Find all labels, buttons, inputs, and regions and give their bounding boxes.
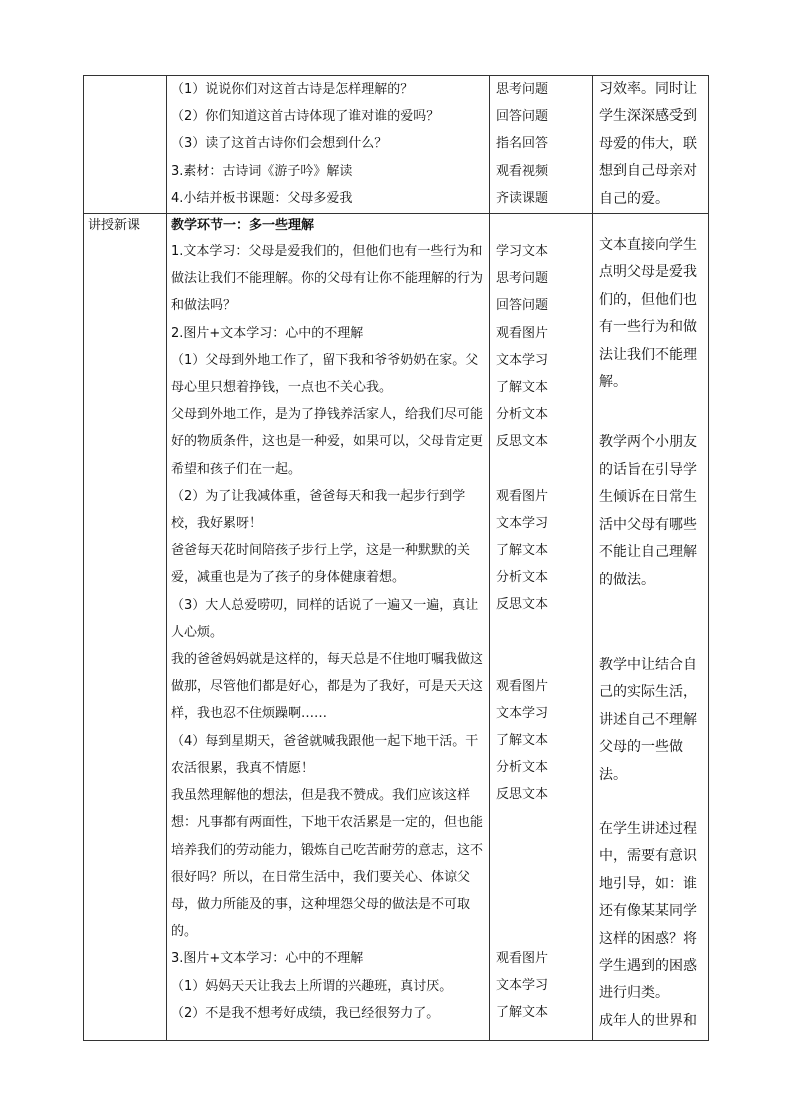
- case-answer: 我虽然理解他的想法，但是我不赞成。我们应该这样想：凡事都有两面性，下地干农活累是一定的，但也能培养我们的劳动能力，锻炼自己吃苦耐劳的意志，这不很好吗？所以，在日常生活中，我们要关心、体谅父母，做力所能及的事，这种埋怨父母的做法是不可取的。: [171, 788, 484, 940]
- activity-item: 了解文本: [496, 380, 549, 396]
- activity-item: 了解文本: [496, 733, 549, 749]
- case-question: （4）每到星期天，爸爸就喊我跟他一起下地干活。干农活很累，我真不情愿！: [171, 733, 479, 776]
- content-cell: [167, 76, 490, 214]
- question-2: （2）你们知道这首古诗体现了谁对谁的爱吗？: [171, 109, 440, 125]
- case-question: （1）父母到外地工作了，留下我和爷爷奶奶在家。父母心里只想着挣钱，一点也不关心我。: [171, 352, 479, 396]
- activity-item: 反思文本: [496, 787, 549, 803]
- activity-item: 齐读课题: [496, 190, 549, 206]
- activity-item: 回答问题: [496, 109, 549, 125]
- case-answer: 父母到外地工作，是为了挣钱养活家人，给我们尽可能好的物质条件，这也是一种爱，如果可以，父母肯定更希望和孩子们在一起。: [171, 407, 484, 477]
- activity-cell: [490, 76, 593, 214]
- intent-text: 习效率。同时让学生深深感受到母爱的伟大，联想到自己母亲对自己的爱。: [599, 81, 697, 207]
- material-line: 3.素材：古诗词《游子吟》解读: [171, 163, 353, 179]
- case-question: （1）妈妈天天让我去上所谓的兴趣班，真讨厌。: [171, 978, 453, 994]
- activity-item: 文本学习: [496, 352, 549, 368]
- section-title: 教学环节一：多一些理解: [171, 218, 315, 234]
- activity-item: 观看视频: [496, 163, 549, 179]
- activity-item: 分析文本: [496, 407, 549, 423]
- lesson-plan-table: [83, 75, 709, 1041]
- activity-item: 分析文本: [496, 760, 549, 776]
- intent-text: 在学生讲述过程中，需要有意识地引导，如：谁还有像某某同学这样的困惑？将学生遇到的困惑进行归类。: [599, 820, 697, 1002]
- activity-item: 文本学习: [496, 515, 549, 531]
- stage-cell: [84, 76, 167, 214]
- question-1: （1）说说你们对这首古诗是怎样理解的？: [171, 82, 414, 97]
- case-question: （2）不是我不想考好成绩，我已经很努力了。: [171, 1005, 440, 1021]
- stage-label: 讲授新课: [88, 218, 141, 234]
- question-3: （3）读了这首古诗你们会想到什么？: [171, 136, 388, 152]
- intent-text: 成年人的世界和: [599, 1012, 697, 1029]
- stage-cell: [84, 214, 167, 1041]
- activity-cell: [490, 214, 593, 1041]
- activity-item: 观看图片: [496, 678, 549, 694]
- activity-item: 了解文本: [496, 543, 549, 559]
- activity-item: 观看图片: [496, 950, 549, 966]
- subsection-title: 2.图片+文本学习：心中的不理解: [171, 325, 364, 341]
- intent-text: 文本直接向学生点明父母是爱我们的，但他们也有一些行为和做法让我们不能理解。: [599, 237, 697, 391]
- intent-text: 教学中让结合自己的实际生活，讲述自己不理解父母的一些做法。: [599, 656, 697, 783]
- activity-item: 了解文本: [496, 1005, 549, 1021]
- case-answer: 爸爸每天花时间陪孩子步行上学，这是一种默默的关爱，减重也是为了孩子的身体健康着想。: [171, 543, 471, 586]
- intent-cell: [593, 76, 709, 214]
- activity-item: 文本学习: [496, 977, 549, 993]
- intent-cell: [593, 214, 709, 1041]
- intent-text: 教学两个小朋友的话旨在引导学生倾诉在日常生活中父母有哪些不能让自己理解的做法。: [599, 434, 697, 588]
- activity-item: 指名回答: [496, 136, 549, 152]
- summary-line: 4.小结并板书课题：父母多爱我: [171, 190, 353, 206]
- activity-item: 分析文本: [496, 570, 549, 586]
- case-question: （2）为了让我减体重，爸爸每天和我一起步行到学校，我好累呀！: [171, 488, 466, 532]
- content-cell: [167, 214, 490, 1041]
- case-question: （3）大人总爱唠叨，同样的话说了一遍又一遍，真让人心烦。: [171, 597, 479, 640]
- case-answer: 我的爸爸妈妈就是这样的，每天总是不住地叮嘱我做这做那，尽管他们都是好心，都是为了我好，可是天天这样，我也忍不住烦躁啊……: [171, 652, 484, 722]
- activity-item: 反思文本: [496, 434, 549, 450]
- activity-item: 思考问题: [496, 271, 549, 287]
- activity-item: 观看图片: [496, 488, 549, 504]
- table-row: [84, 214, 709, 1041]
- paragraph: 1.文本学习：父母是爱我们的，但他们也有一些行为和做法让我们不能理解。你的父母有让你不能理解的行为和做法吗？: [171, 244, 484, 314]
- table-row: [84, 76, 709, 214]
- subsection-title: 3.图片+文本学习：心中的不理解: [171, 951, 364, 967]
- activity-item: 反思文本: [496, 597, 549, 613]
- activity-item: 文本学习: [496, 705, 549, 721]
- activity-item: 学习文本: [496, 244, 549, 260]
- activity-item: 回答问题: [496, 298, 549, 314]
- activity-item: 思考问题: [496, 82, 549, 97]
- activity-item: 观看图片: [496, 325, 549, 341]
